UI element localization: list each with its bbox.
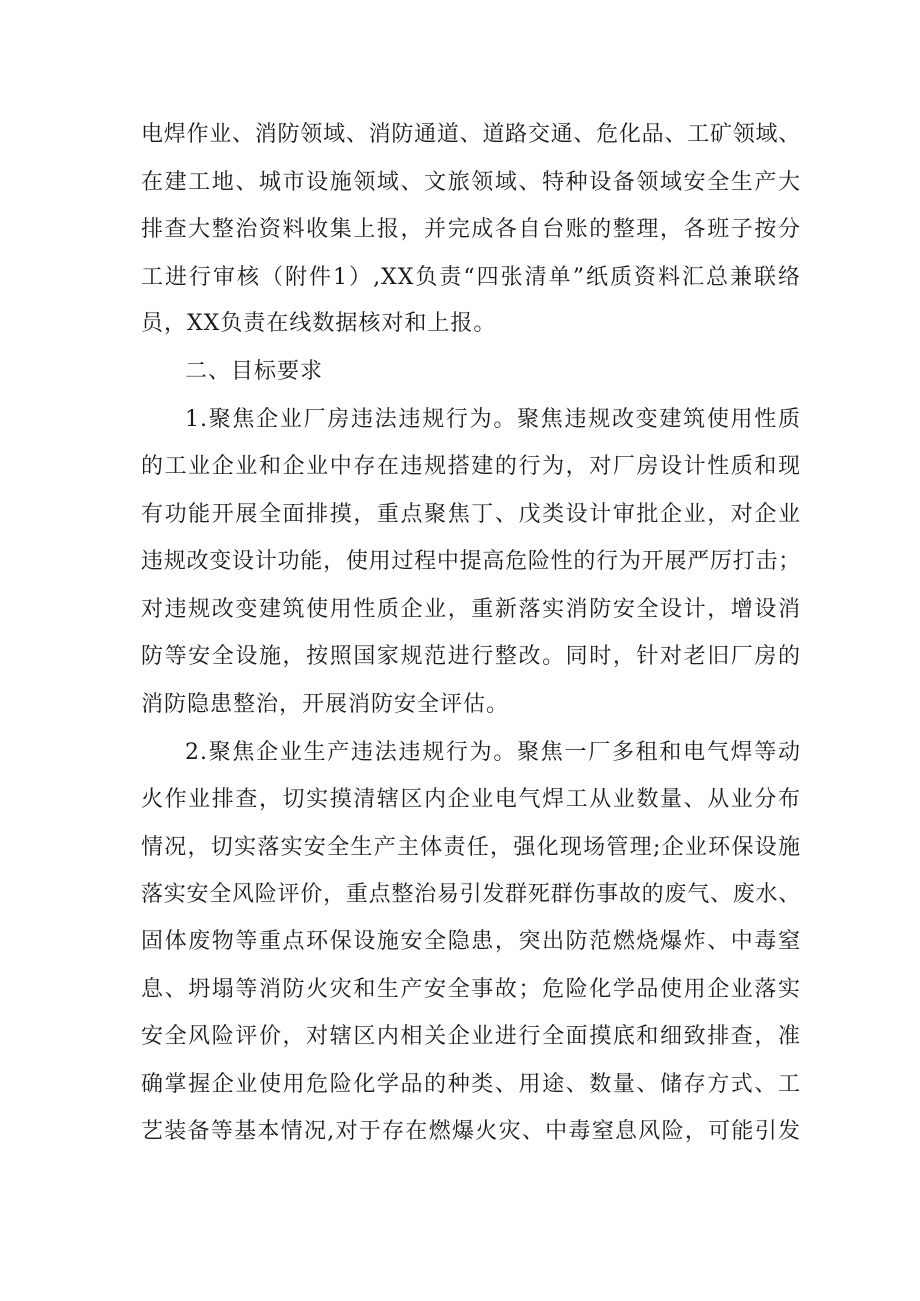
text-line: 违规改变设计功能，使用过程中提高危险性的行为开展严厉打击； — [141, 549, 801, 574]
text-line: 固体废物等重点环保设施安全隐患，突出防范燃烧爆炸、中毒窒 — [141, 929, 801, 954]
text-line: 息、坍塌等消防火灾和生产安全事故；危险化学品使用企业落实 — [141, 977, 801, 1002]
text-line: 落实安全风险评价，重点整治易引发群死群伤事故的废气、废水、 — [141, 882, 801, 907]
section-heading: 二、目标要求 — [185, 359, 324, 384]
text-line: 在建工地、城市设施领域、文旅领域、特种设备领域安全生产大 — [141, 170, 801, 195]
text-line: 有功能开展全面排摸，重点聚焦丁、戊类设计审批企业，对企业 — [141, 502, 801, 527]
text-line: 2.聚焦企业生产违法违规行为。聚焦一厂多租和电气焊等动 — [185, 740, 801, 765]
text-line: 艺装备等基本情况,对于存在燃爆火灾、中毒窒息风险，可能引发 — [141, 1119, 801, 1144]
text-line: 对违规改变建筑使用性质企业，重新落实消防安全设计，增设消 — [141, 597, 801, 622]
text-line: 防等安全设施，按照国家规范进行整改。同时，针对老旧厂房的 — [141, 644, 801, 669]
text-line: 情况，切实落实安全生产主体责任，强化现场管理;企业环保设施 — [141, 835, 801, 860]
text-line: 员，XX负责在线数据核对和上报。 — [141, 311, 497, 336]
text-line: 工进行审核（附件1）,XX负责“四张清单”纸质资料汇总兼联络 — [141, 265, 801, 290]
text-line: 火作业排查，切实摸清辖区内企业电气焊工从业数量、从业分布 — [141, 787, 801, 812]
text-line: 安全风险评价，对辖区内相关企业进行全面摸底和细致排查，准 — [141, 1024, 801, 1049]
text-line: 电焊作业、消防领域、消防通道、道路交通、危化品、工矿领域、 — [141, 122, 801, 147]
text-line: 排查大整治资料收集上报，并完成各自台账的整理，各班子按分 — [141, 217, 801, 242]
text-line: 的工业企业和企业中存在违规搭建的行为，对厂房设计性质和现 — [141, 454, 801, 479]
text-line: 消防隐患整治，开展消防安全评估。 — [141, 692, 510, 717]
text-line: 确掌握企业使用危险化学品的种类、用途、数量、储存方式、工 — [141, 1072, 801, 1097]
text-line: 1.聚焦企业厂房违法违规行为。聚焦违规改变建筑使用性质 — [185, 407, 801, 432]
